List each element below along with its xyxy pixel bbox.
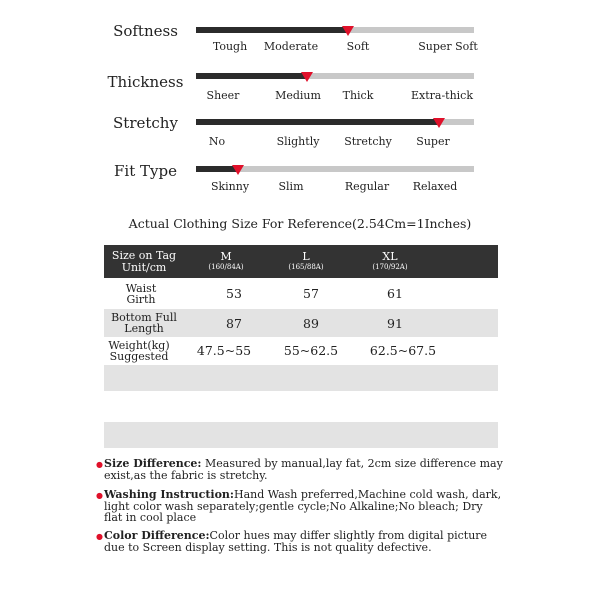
- level-label: Slim: [278, 180, 304, 193]
- stretchy-fill: [196, 119, 439, 125]
- level-label: Soft: [346, 40, 370, 53]
- header-label-cell: [104, 245, 184, 278]
- attribute-title: Thickness: [107, 73, 184, 91]
- level-label: No: [208, 135, 226, 148]
- softness-fill: [196, 27, 348, 33]
- note-heading: Size Difference:: [104, 457, 202, 470]
- bullet-icon: ●: [96, 491, 103, 500]
- table-row-empty: [104, 422, 498, 448]
- stretchy-marker-icon: [433, 118, 445, 128]
- size-sub: (170/92A): [372, 263, 408, 271]
- row-label-line: Girth: [126, 292, 156, 306]
- header-label-line: Unit/cm: [121, 260, 167, 274]
- level-label: Super: [416, 135, 450, 148]
- size-name: M: [220, 250, 232, 263]
- level-label: Tough: [212, 40, 248, 53]
- size-table: [104, 245, 498, 448]
- level-label: Extra-thick: [410, 89, 474, 102]
- row-label-line: Length: [124, 322, 164, 335]
- level-label: Moderate: [263, 40, 319, 53]
- level-label: Medium: [275, 89, 321, 102]
- softness-marker-icon: [342, 26, 354, 36]
- table-cell: 89: [303, 315, 319, 331]
- thickness-marker-icon: [301, 72, 313, 82]
- table-row: [104, 309, 498, 337]
- attribute-title: Fit Type: [114, 162, 177, 180]
- table-row: [104, 337, 498, 364]
- level-label: Relaxed: [412, 180, 458, 193]
- washing-instruction-note: [96, 488, 504, 524]
- level-label: Super Soft: [418, 40, 478, 53]
- row-label-line: Waist: [125, 281, 157, 295]
- table-cell: 57: [303, 286, 319, 301]
- size-name: XL: [382, 250, 398, 263]
- size-sub: (165/88A): [288, 263, 324, 271]
- size-sub: (160/84A): [208, 263, 244, 271]
- attribute-title: Stretchy: [113, 114, 178, 132]
- note-heading: Color Difference:: [104, 529, 210, 542]
- note-text: Hand Wash preferred,Machine cold wash, dark, light color wash separately;gentle cycle;No Alkaline;No bleach; Dry flat in cool place: [104, 488, 502, 524]
- stretchy-bar: [196, 119, 474, 125]
- size-difference-note: [96, 457, 504, 482]
- row-label-line: Suggested: [109, 349, 169, 363]
- note-text: Measured by manual,lay fat, 2cm size difference may exist,as the fabric is stretchy.: [104, 457, 503, 482]
- size-name: L: [302, 250, 310, 263]
- table-cell: 53: [226, 286, 242, 301]
- table-header-row: [104, 245, 498, 278]
- thickness-fill: [196, 73, 307, 79]
- table-cell: 91: [387, 315, 403, 331]
- size-caption: Actual Clothing Size For Reference(2.54Cm=1Inches): [128, 216, 472, 231]
- level-label: Slightly: [276, 135, 320, 148]
- level-label: Sheer: [206, 89, 240, 102]
- header-size-cell: [348, 245, 432, 278]
- table-row: [104, 278, 498, 309]
- row-label-cell: [104, 337, 174, 364]
- table-cell: 55~62.5: [283, 343, 339, 358]
- row-label-line: Bottom Full: [111, 311, 177, 324]
- table-cell: 87: [226, 315, 242, 331]
- level-label: Stretchy: [344, 135, 392, 148]
- table-cell: 47.5~55: [196, 343, 252, 358]
- table-row-empty: [104, 391, 498, 422]
- note-heading: Washing Instruction:: [104, 488, 234, 501]
- bullet-icon: ●: [96, 460, 103, 469]
- level-label: Thick: [342, 89, 374, 102]
- fit-type-marker-icon: [232, 165, 244, 175]
- row-label-cell: [104, 278, 178, 309]
- color-difference-note: [96, 529, 504, 554]
- header-size-cell: [184, 245, 268, 278]
- row-label-line: Weight(kg): [108, 338, 170, 352]
- header-label-line: Size on Tag: [111, 248, 177, 262]
- thickness-bar: [196, 73, 474, 79]
- softness-bar: [196, 27, 474, 33]
- fit-type-bar: [196, 166, 474, 172]
- level-label: Regular: [344, 180, 390, 193]
- row-label-cell: [104, 309, 184, 337]
- attribute-title: Softness: [113, 22, 178, 40]
- bullet-icon: ●: [96, 532, 103, 541]
- table-cell: 61: [387, 286, 403, 301]
- note-text: Color hues may differ slightly from digital picture due to Screen display setting. This is not quality defective.: [104, 529, 488, 554]
- level-label: Skinny: [210, 180, 250, 193]
- table-cell: 62.5~67.5: [369, 343, 437, 358]
- table-row-empty: [104, 365, 498, 391]
- header-size-cell: [264, 245, 348, 278]
